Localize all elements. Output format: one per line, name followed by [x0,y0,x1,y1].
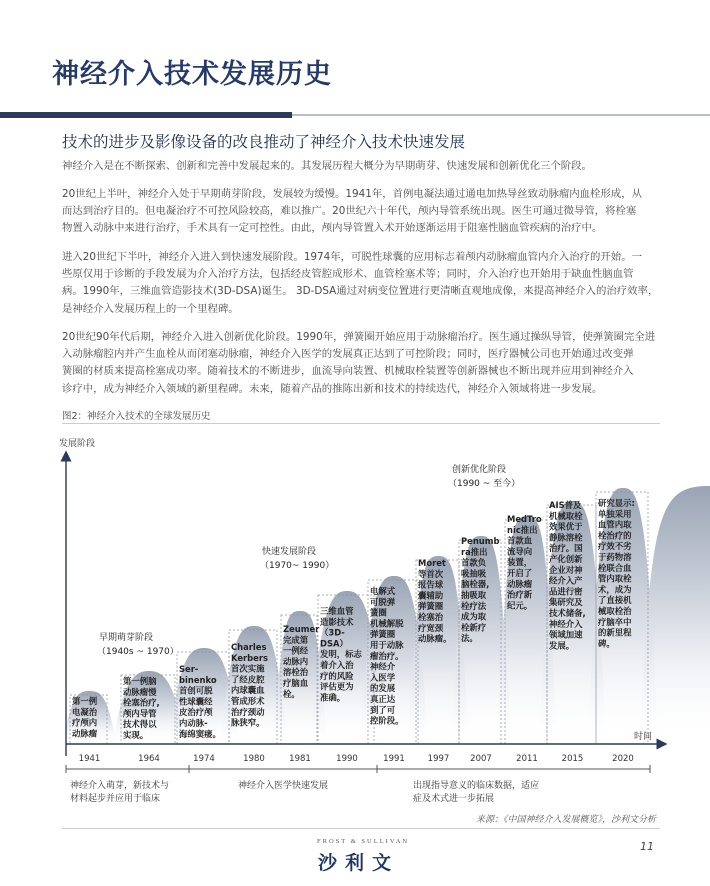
timeline-event-line: 弹簧圈 [418,601,444,612]
timeline-event-line: 栓疗法 [461,600,487,611]
paragraph-line: 入动脉瘤腔内并产生血栓从而闭塞动脉瘤，神经介入医学的发展真正达到了可控阶段；同时，医疗器械公司也开始通过改变弹 [62,348,634,361]
timeline-event-line: 首创可脱 [179,685,213,696]
timeline-event-line: 控阶段。 [370,715,404,726]
timeline-event-line: Penumb [461,536,500,546]
timeline-event-line: 动脉瘤慢 [123,686,157,697]
timeline-event-line: Zeumer [283,624,320,634]
timeline-event-line: 流导向 [507,546,533,557]
timeline-event-line: 实现。 [123,730,149,740]
timeline-event-line: Kerbers [231,652,268,663]
timeline-event-line: （3D- [320,627,345,638]
paragraph-line: 些原仅用于诊断的手段发展为介入治疗方法，包括经皮管腔成形术、血管栓塞术等；同时，介入治疗也开始用于缺血性脑血管 [62,268,634,281]
timeline-event-line: 栓。 [283,688,300,699]
timeline-event-line: 首款血 [507,535,533,546]
section-subtitle: 技术的进步及影像设备的改良推动了神经介入技术快速发展 [62,133,466,151]
year-tick-label: 1981 [289,754,311,764]
page-title: 神经介入技术发展历史 [52,59,332,90]
timeline-event-line: DSA） [320,638,348,649]
era-note-2-line: 神经介入医学快速发展 [238,781,329,791]
timeline-event-line: 疗颅内 [72,717,98,728]
timeline-event-line: 首款负 [461,557,487,568]
timeline-event-text [71,696,98,738]
timeline-event-line: 电凝治 [72,706,98,717]
timeline-event-line: 碑。 [598,638,615,649]
timeline-event-line: 管内取栓 [598,573,632,584]
timeline-event-line: 疗宽颈 [418,622,444,633]
timeline-event-line: 神经介 [370,661,396,672]
timeline-event-line: 三维血管 [320,606,354,616]
year-tick-label: 1991 [383,754,405,764]
paragraph-line: 是神经介入发展历程上的一个里程碑。 [62,302,239,315]
timeline-event-line: 一例经 [283,645,309,656]
timeline-event-line: 用于动脉 [370,640,404,650]
stage-3-period: （1990 ~ 至今） [448,479,521,489]
stage-2-period: （1970~ 1990） [260,561,335,571]
timeline-event-line: 治疗颈动 [231,706,265,717]
timeline-event-line: AIS普及 [549,500,582,510]
timeline-event-line: 术，成为 [598,584,632,595]
era-note-3-line: 症及术式进一步拓展 [413,794,495,804]
timeline-event-line: 动脉瘤。 [418,633,452,644]
timeline-event-line: MedTro [507,514,542,524]
timeline-event-line: 簧圈 [370,607,387,618]
paragraph-line: 簧圈的材质来提高栓塞成功率。随着技术的不断进步，血流导向装置、机械取栓装置等创新器械也不断出现并应用到神经介入 [62,365,634,378]
timeline-event-line: 机械取栓 [549,510,583,521]
timeline-event-line: 栓治疗的 [598,530,632,541]
timeline-event-line: 管成形术 [231,696,265,706]
year-tick-label: 2020 [612,754,634,764]
timeline-event-line: 疗的风险 [320,670,354,681]
stage-3-name: 创新优化阶段 [452,465,507,475]
paragraph-2 [62,186,660,238]
timeline-event-line: 动脉内 [283,656,309,667]
timeline-event-line: 第一例脑 [123,676,157,686]
timeline-event-line: 首次实施 [231,663,265,674]
timeline-event-line: 动脉瘤 [72,728,98,739]
timeline-event-line: 技术储备, [549,608,586,618]
timeline-event-text [231,642,268,728]
timeline-event-line: 脉狭窄。 [231,717,265,728]
paragraph-line: 进入20世纪下半叶，神经介入进入到快速发展阶段。1974年，可脱性球囊的应用标志着颅内动脉瘤血管内介入治疗的开始。一 [62,251,642,263]
timeline-event-line: 产化创新 [549,554,583,564]
timeline-event-line: ra推出 [461,546,488,557]
development-timeline-figure [0,426,710,810]
page-number: 11 [640,840,654,853]
paragraph-3 [62,249,660,318]
timeline-event-line: 经介入产 [549,575,583,586]
figure-rule [62,423,660,424]
timeline-event-line: 等首次 [418,568,444,579]
timeline-event-line: 了经皮腔 [231,674,265,685]
timeline-event-line: 机械解脱 [370,618,404,629]
year-tick-label: 2011 [516,754,538,764]
paragraph-line: 物置入动脉中来进行治疗，手术具有一定可控性。由此，颅内导管置入术开始逐渐运用于阻塞性脑血管疾病的治疗中。 [62,222,603,235]
year-tick-label: 1997 [427,754,450,764]
timeline-event-line: 颅内导管 [123,708,157,719]
timeline-event-line: Charles [231,642,267,652]
timeline-event-line: 弹簧圈 [370,629,396,640]
timeline-event-line: 电解式 [370,586,396,596]
stage-2-name: 快速发展阶段 [262,547,317,557]
timeline-event-line: 性球囊经 [179,696,213,707]
year-tick-label: 1964 [138,754,160,764]
paragraph-line: 20世纪90年代后期，神经介入进入创新优化阶段。1990年，弹簧圈开始应用于动脉瘤治疗。医生通过操纵导管，使弹簧圈完全进 [62,331,656,343]
footer-rule [62,828,660,829]
timeline-event-line: 瘤治疗。 [370,650,404,661]
timeline-event-line: 栓联合血 [598,562,632,573]
timeline-event-line: 到了可 [370,704,396,715]
era-note-3-line: 出现指导意义的临床数据，适应 [413,781,540,791]
source-note: 来源：《中国神经介入发展概览》，沙利文分析 [475,815,656,825]
timeline-event-line: Ser- [179,664,199,674]
timeline-event-line: 治疗。国 [549,543,583,554]
timeline-event-line: 栓新疗 [461,622,487,633]
timeline-event-line: 真正达 [370,694,396,704]
paragraph-line: 诊疗中，成为神经介入领域的新里程碑。未来，随着产品的推陈出新和技术的持续迭代，神经介入领域将进一步发展。 [62,382,603,395]
year-tick-label: 2007 [470,754,492,764]
timeline-event-line: 的新里程 [598,627,632,638]
title-rule-light [292,114,710,116]
timeline-event-line: 于药物溶 [598,552,632,562]
timeline-event-line: 第一例 [72,696,98,706]
timeline-event-line: 吸抽吸 [461,568,487,579]
timeline-event-line: 溶栓治 [283,667,309,678]
timeline-event-line: 可脱弹 [370,596,396,607]
paragraph-4 [62,329,660,398]
paragraph-line: 神经介入是在不断探索、创新和完善中发展起来的。其发展历程大概分为早期萌芽、快速发展和创新优化三个阶段。 [62,160,592,172]
stage-1-period: （1940s ~ 1970） [97,647,179,657]
title-rule-dark [0,112,292,118]
timeline-event-line: 的发展 [370,683,396,694]
frost-sullivan-logo-text: FROST & SULLIVAN [317,838,410,845]
timeline-event-line: 效果优于 [549,521,583,532]
paragraph-line: 病。1990年，三维血管造影技术(3D-DSA)诞生。 3D-DSA通过对病变位置进行更清晰直观地成像，来提高神经介入的治疗效率， [62,285,659,298]
timeline-hill-tail [640,486,710,744]
timeline-event-line: 研究显示: [598,498,635,508]
timeline-event-line: 疗效不劣 [598,541,632,552]
timeline-event-line: 单独采用 [598,508,632,519]
timeline-event-line: 法。 [461,633,478,644]
y-axis-label: 发展阶段 [59,439,96,449]
timeline-event-line: 静脉溶栓 [549,532,583,543]
timeline-event-line: 抽吸取 [461,590,487,600]
timeline-event-line: 血管内取 [598,519,632,530]
timeline-event-line: 技术得以 [123,719,157,730]
timeline-event-text [548,500,586,650]
year-tick-label: 1990 [336,754,358,764]
era-note-1-line: 神经介入萌芽，新技术与 [70,781,170,791]
timeline-event-line: 装置， [507,557,533,568]
timeline-event-line: 品进行密 [549,586,583,597]
timeline-event-line: 栓塞治 [418,612,444,622]
timeline-event-line: 评估更为 [320,681,354,692]
timeline-event-line: 企业对神 [549,564,583,575]
timeline-event-line: binenko [179,674,217,685]
shalivan-logo: 沙利文 [318,852,400,874]
timeline-event-line: 械取栓治 [598,606,632,616]
timeline-event-line: nic推出 [507,524,538,535]
timeline-event-line: 囊辅助 [418,590,444,601]
x-axis-label: 时间 [634,732,653,742]
year-tick-label: 1980 [243,754,265,764]
paragraph-line: 20世纪上半叶，神经介入处于早期萌芽阶段，发展较为缓慢。1941年，首例电凝法通过通电加热导丝致动脉瘤内血栓形成，从 [62,188,642,200]
era-note-1-line: 材料起步并应用于临床 [70,794,161,804]
timeline-event-line: 内动脉- [179,718,208,728]
timeline-event-line: 疗脑血 [283,678,309,688]
timeline-event-line: 入医学 [370,672,396,683]
paragraph-1 [62,158,660,175]
year-tick-label: 1941 [78,754,101,764]
timeline-event-line: 发展。 [549,640,575,651]
year-tick-label: 1974 [193,754,215,764]
paragraph-line: 而达到治疗目的。但电凝治疗不可控风险较高，难以推广。20世纪六十年代，颅内导管系统出现。医生可通过微导管，将栓塞 [62,205,637,218]
timeline-event-line: 疗脑卒中 [598,616,632,627]
timeline-event-line: 脑栓器, [461,579,490,590]
timeline-event-line: 内球囊血 [231,685,265,696]
timeline-event-line: 报告球 [418,579,444,590]
timeline-event-line: 纪元。 [507,600,533,611]
timeline-event-line: 治疗新 [507,589,533,600]
timeline-event-line: 完成第 [283,634,309,645]
figure-caption: 图2：神经介入技术的全球发展历史 [62,411,211,422]
timeline-event-line: 造影技术 [320,616,354,627]
timeline-event-line: 着介入治 [320,660,354,670]
timeline-event-line: 集研究及 [549,597,583,608]
timeline-event-line: 开启了 [507,568,533,578]
timeline-event-line: Moret [418,558,446,568]
timeline-event-line: 准确。 [320,692,346,703]
stage-1-name: 早期萌芽阶段 [99,633,154,643]
timeline-event-line: 了直接机 [598,595,632,606]
timeline-event-text [597,498,635,648]
timeline-event-line: 领域加速 [549,629,583,640]
year-tick-label: 2015 [561,754,584,764]
timeline-event-line: 皮治疗颅 [179,707,213,718]
timeline-event-line: 神经介入 [549,618,583,629]
timeline-event-line: 动脉瘤 [507,578,533,589]
timeline-event-line: 海绵窦瘘。 [179,728,221,739]
timeline-event-line: 发明，标志 [320,649,362,660]
timeline-event-line: 成为取 [461,611,487,622]
timeline-event-line: 栓塞治疗, [123,697,160,708]
